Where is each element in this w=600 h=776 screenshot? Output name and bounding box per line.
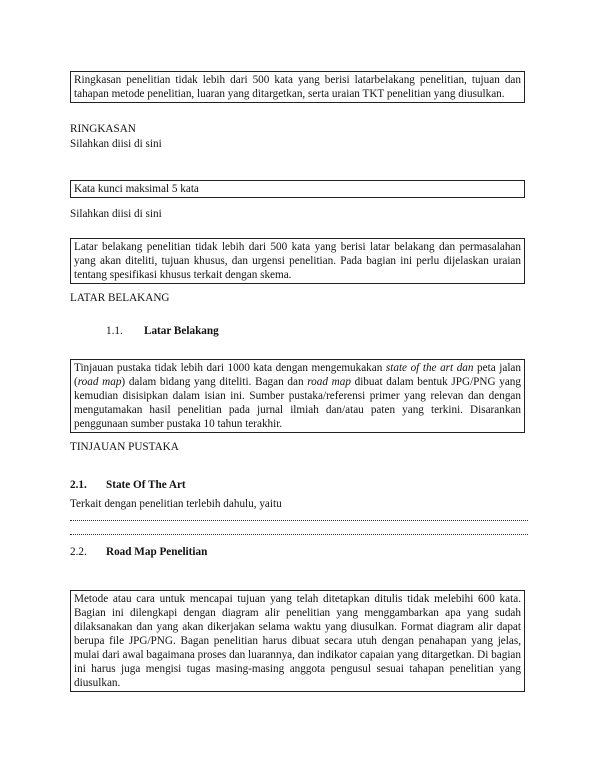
section-number-2-2: 2.2. xyxy=(70,546,87,558)
instruction-box-latar-belakang: Latar belakang penelitian tidak lebih dari 500 kata yang berisi latar belakang dan permasalahan yang akan diteliti, tujuan khusus, dan urgensi penelitian. Pada bagian ini perlu dijelaskan uraian tentang spesifikasi khusus terkait dengan skema. xyxy=(70,238,525,284)
section-number-2-1: 2.1. xyxy=(70,479,87,491)
heading-ringkasan: RINGKASAN xyxy=(70,123,136,135)
ringkasan-placeholder-text: Silahkan diisi di sini xyxy=(70,138,162,150)
dotted-fill-line-2 xyxy=(70,524,528,535)
section-title-road-map: Road Map Penelitian xyxy=(106,546,208,558)
instruction-box-ringkasan: Ringkasan penelitian tidak lebih dari 500 kata yang berisi latarbelakang penelitian, tujuan dan tahapan metode penelitian, luaran yang ditargetkan, serta uraian TKT penelitian yang diusulkan. xyxy=(70,71,525,103)
heading-tinjauan-pustaka: TINJAUAN PUSTAKA xyxy=(70,441,179,453)
section-number-1-1: 1.1. xyxy=(106,325,123,337)
instruction-box-kata-kunci: Kata kunci maksimal 5 kata xyxy=(70,180,525,198)
state-of-the-art-text: Terkait dengan penelitian terlebih dahulu, yaitu xyxy=(70,498,282,510)
dotted-fill-line-1 xyxy=(70,510,528,521)
section-title-latar-belakang: Latar Belakang xyxy=(144,325,219,337)
instruction-box-metode: Metode atau cara untuk mencapai tujuan yang telah ditetapkan ditulis tidak melebihi 600 kata. Bagian ini dilengkapi dengan diagram alir penelitian yang menggambarkan apa yang sudah dilaksanakan dan yang akan dikerjakan selama waktu yang diusulkan. Format diagram alir dapat berupa file JPG/PNG. Bagan penelitian harus dibuat secara utuh dengan penahapan yang jelas, mulai dari awal bagaimana proses dan luarannya, dan indikator capaian yang ditargetkan. Di bagian ini harus juga mengisi tugas masing-masing anggota pengusul sesuai tahapan penelitian yang diusulkan. xyxy=(70,590,525,692)
kata-kunci-placeholder-text: Silahkan diisi di sini xyxy=(70,208,162,220)
instruction-box-tinjauan-pustaka: Tinjauan pustaka tidak lebih dari 1000 kata dengan mengemukakan state of the art dan peta jalan (road map) dalam bidang yang diteliti. Bagan dan road map dibuat dalam bentuk JPG/PNG yang kemudian disisipkan dalam isian ini. Sumber pustaka/referensi primer yang relevan dan dengan mengutamakan hasil penelitian pada jurnal ilmiah dan/atau paten yang terkini. Disarankan penggunaan sumber pustaka 10 tahun terakhir. xyxy=(70,359,525,433)
section-title-state-of-the-art: State Of The Art xyxy=(106,479,186,491)
heading-latar-belakang: LATAR BELAKANG xyxy=(70,292,170,304)
